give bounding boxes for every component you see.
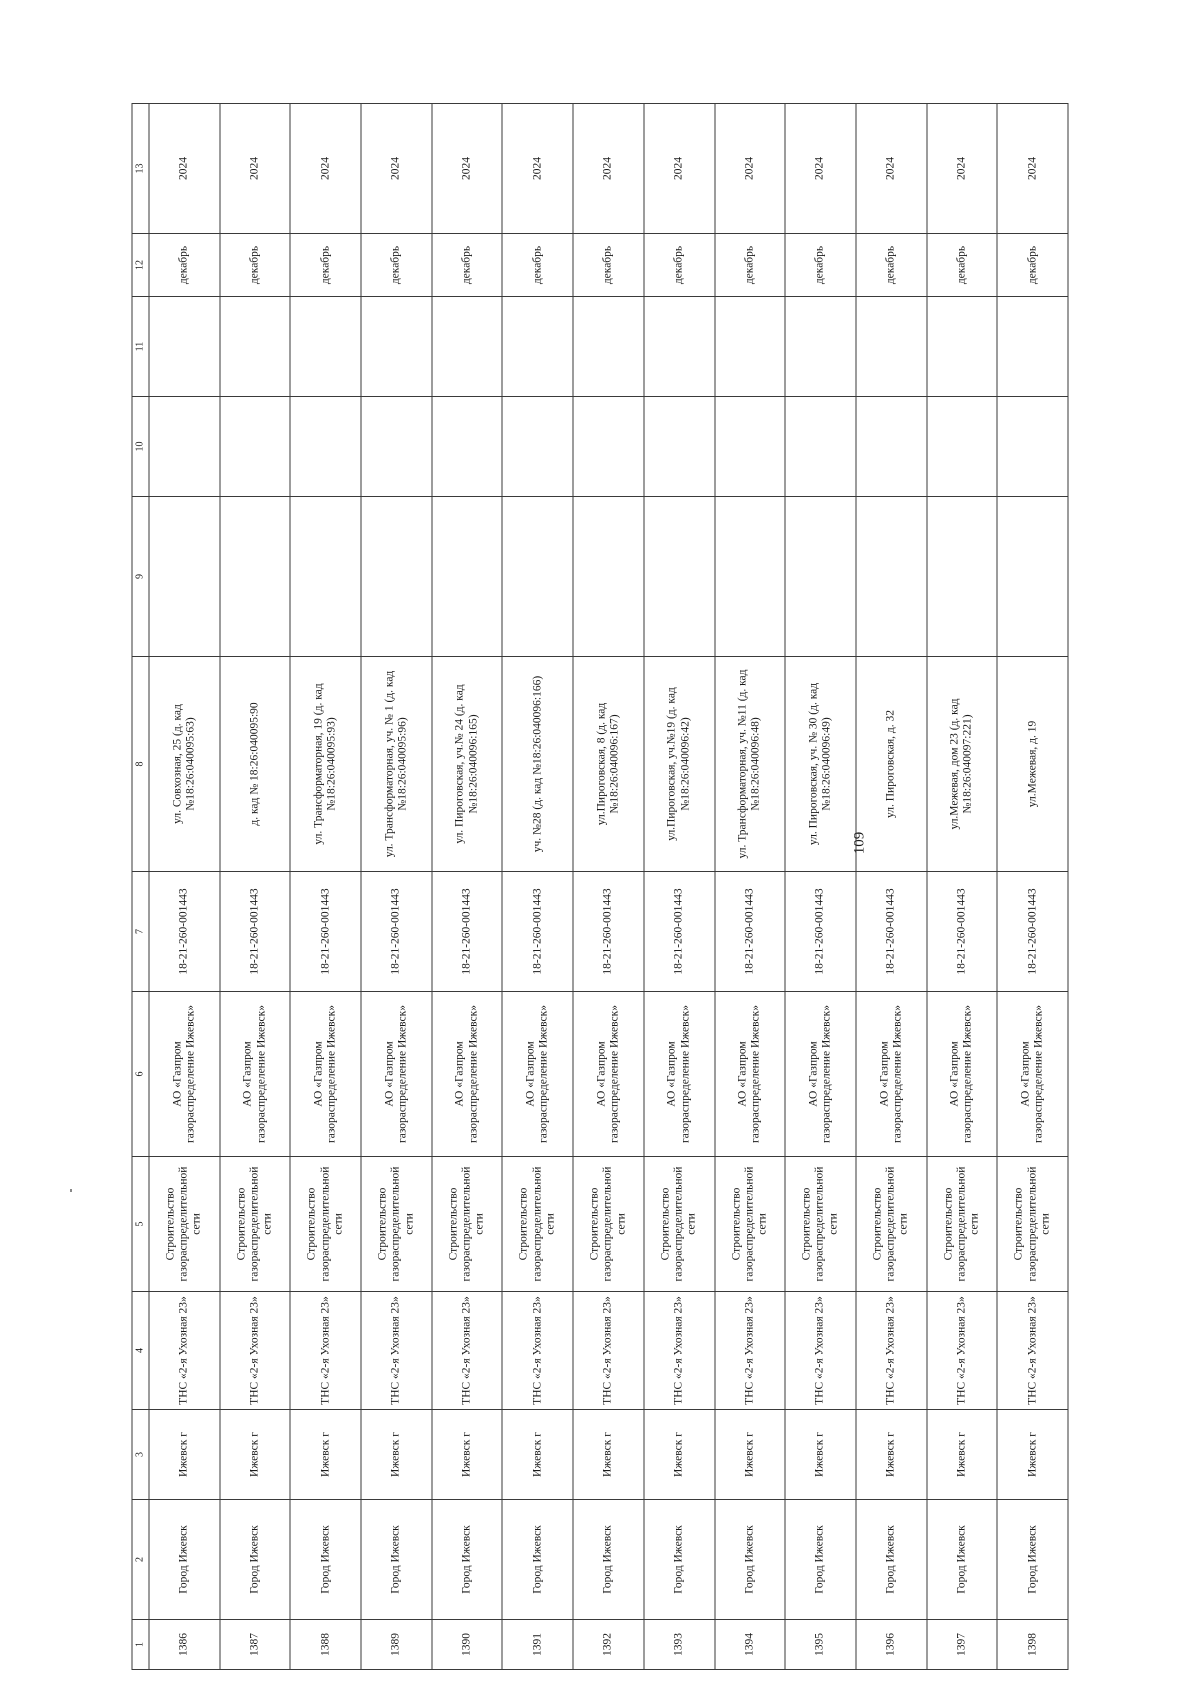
- organization-cell: АО «Газпром газораспределение Ижевск»: [715, 992, 786, 1157]
- source-name-cell: ТНС «2-я Ухозная 23»: [502, 1292, 573, 1410]
- scan-speck: [70, 1189, 72, 1192]
- source-name-cell: ТНС «2-я Ухозная 23»: [715, 1292, 786, 1410]
- organization-cell: АО «Газпром газораспределение Ижевск»: [149, 992, 220, 1157]
- row-number-cell: 1386: [149, 1620, 220, 1670]
- col-11-cell: [785, 297, 856, 397]
- col-10-cell: [220, 397, 291, 497]
- col-9-cell: [927, 497, 998, 657]
- table-row: [290, 104, 361, 1670]
- municipality-cell: Город Ижевск: [361, 1500, 432, 1620]
- registration-number-cell: 18-21-260-001443: [149, 872, 220, 992]
- table-row: [220, 104, 291, 1670]
- col-10-cell: [927, 397, 998, 497]
- col-11-cell: [432, 297, 503, 397]
- registration-number-cell: 18-21-260-001443: [715, 872, 786, 992]
- row-number-cell: 1395: [785, 1620, 856, 1670]
- year-cell: 2024: [997, 104, 1068, 234]
- row-number-cell: 1397: [927, 1620, 998, 1670]
- source-name-cell: ТНС «2-я Ухозная 23»: [644, 1292, 715, 1410]
- work-type-cell: Строительство газораспределительной сети: [502, 1157, 573, 1292]
- column-number: 5: [132, 1157, 149, 1292]
- organization-cell: АО «Газпром газораспределение Ижевск»: [573, 992, 644, 1157]
- registration-number-cell: 18-21-260-001443: [432, 872, 503, 992]
- col-11-cell: [361, 297, 432, 397]
- col-9-cell: [997, 497, 1068, 657]
- address-cell: ул.Межевая, дом 23 (д. кад №18:26:040097:221): [927, 657, 998, 872]
- col-11-cell: [856, 297, 927, 397]
- settlement-cell: Ижевск г: [361, 1410, 432, 1500]
- source-name-cell: ТНС «2-я Ухозная 23»: [361, 1292, 432, 1410]
- column-number: 2: [132, 1500, 149, 1620]
- year-cell: 2024: [502, 104, 573, 234]
- address-cell: ул. Пироговская, уч.№ 24 (д. кад №18:26:040096:165): [432, 657, 503, 872]
- table-row: [644, 104, 715, 1670]
- organization-cell: АО «Газпром газораспределение Ижевск»: [644, 992, 715, 1157]
- col-11-cell: [149, 297, 220, 397]
- year-cell: 2024: [785, 104, 856, 234]
- source-name-cell: ТНС «2-я Ухозная 23»: [927, 1292, 998, 1410]
- col-11-cell: [290, 297, 361, 397]
- work-type-cell: Строительство газораспределительной сети: [644, 1157, 715, 1292]
- settlement-cell: Ижевск г: [149, 1410, 220, 1500]
- column-number: 8: [132, 657, 149, 872]
- column-number: 9: [132, 497, 149, 657]
- col-11-cell: [715, 297, 786, 397]
- year-cell: 2024: [220, 104, 291, 234]
- col-10-cell: [856, 397, 927, 497]
- year-cell: 2024: [432, 104, 503, 234]
- column-number: 1: [132, 1620, 149, 1670]
- col-9-cell: [502, 497, 573, 657]
- col-11-cell: [220, 297, 291, 397]
- table-row: [856, 104, 927, 1670]
- year-cell: 2024: [715, 104, 786, 234]
- table-row: [432, 104, 503, 1670]
- col-9-cell: [573, 497, 644, 657]
- month-cell: декабрь: [432, 234, 503, 297]
- organization-cell: АО «Газпром газораспределение Ижевск»: [361, 992, 432, 1157]
- organization-cell: АО «Газпром газораспределение Ижевск»: [290, 992, 361, 1157]
- data-table: [132, 103, 1069, 1670]
- col-11-cell: [573, 297, 644, 397]
- month-cell: декабрь: [785, 234, 856, 297]
- address-cell: ул. Пироговская, д. 32: [856, 657, 927, 872]
- registration-number-cell: 18-21-260-001443: [997, 872, 1068, 992]
- col-10-cell: [432, 397, 503, 497]
- address-cell: ул. Трансформаторная, уч. № 1 (д. кад №18:26:040095:96): [361, 657, 432, 872]
- address-cell: уч. №28 (д. кад №18:26:040096:166): [502, 657, 573, 872]
- col-9-cell: [715, 497, 786, 657]
- source-name-cell: ТНС «2-я Ухозная 23»: [432, 1292, 503, 1410]
- organization-cell: АО «Газпром газораспределение Ижевск»: [927, 992, 998, 1157]
- row-number-cell: 1391: [502, 1620, 573, 1670]
- col-10-cell: [785, 397, 856, 497]
- col-10-cell: [644, 397, 715, 497]
- column-number-row: [132, 104, 149, 1670]
- source-name-cell: ТНС «2-я Ухозная 23»: [856, 1292, 927, 1410]
- registration-number-cell: 18-21-260-001443: [220, 872, 291, 992]
- organization-cell: АО «Газпром газораспределение Ижевск»: [856, 992, 927, 1157]
- rotated-table-container: [132, 104, 1069, 1670]
- year-cell: 2024: [573, 104, 644, 234]
- month-cell: декабрь: [290, 234, 361, 297]
- work-type-cell: Строительство газораспределительной сети: [856, 1157, 927, 1292]
- col-10-cell: [573, 397, 644, 497]
- address-cell: ул. Трансформаторная, 19 (д. кад №18:26:040095:93): [290, 657, 361, 872]
- work-type-cell: Строительство газораспределительной сети: [715, 1157, 786, 1292]
- source-name-cell: ТНС «2-я Ухозная 23»: [290, 1292, 361, 1410]
- address-cell: ул. Пироговская, уч. № 30 (д. кад №18:26:040096:49): [785, 657, 856, 872]
- col-9-cell: [220, 497, 291, 657]
- year-cell: 2024: [290, 104, 361, 234]
- source-name-cell: ТНС «2-я Ухозная 23»: [220, 1292, 291, 1410]
- table-row: [361, 104, 432, 1670]
- work-type-cell: Строительство газораспределительной сети: [220, 1157, 291, 1292]
- registration-number-cell: 18-21-260-001443: [290, 872, 361, 992]
- table-row: [997, 104, 1068, 1670]
- settlement-cell: Ижевск г: [927, 1410, 998, 1500]
- col-10-cell: [149, 397, 220, 497]
- municipality-cell: Город Ижевск: [785, 1500, 856, 1620]
- registration-number-cell: 18-21-260-001443: [573, 872, 644, 992]
- month-cell: декабрь: [856, 234, 927, 297]
- settlement-cell: Ижевск г: [715, 1410, 786, 1500]
- column-number: 6: [132, 992, 149, 1157]
- work-type-cell: Строительство газораспределительной сети: [927, 1157, 998, 1292]
- municipality-cell: Город Ижевск: [502, 1500, 573, 1620]
- work-type-cell: Строительство газораспределительной сети: [997, 1157, 1068, 1292]
- registration-number-cell: 18-21-260-001443: [856, 872, 927, 992]
- col-9-cell: [290, 497, 361, 657]
- registration-number-cell: 18-21-260-001443: [785, 872, 856, 992]
- table-row: [149, 104, 220, 1670]
- col-11-cell: [644, 297, 715, 397]
- month-cell: декабрь: [573, 234, 644, 297]
- col-11-cell: [927, 297, 998, 397]
- work-type-cell: Строительство газораспределительной сети: [432, 1157, 503, 1292]
- municipality-cell: Город Ижевск: [290, 1500, 361, 1620]
- address-cell: ул.Пироговская, уч.№19 (д. кад №18:26:040096:42): [644, 657, 715, 872]
- municipality-cell: Город Ижевск: [927, 1500, 998, 1620]
- work-type-cell: Строительство газораспределительной сети: [149, 1157, 220, 1292]
- source-name-cell: ТНС «2-я Ухозная 23»: [785, 1292, 856, 1410]
- work-type-cell: Строительство газораспределительной сети: [785, 1157, 856, 1292]
- row-number-cell: 1396: [856, 1620, 927, 1670]
- month-cell: декабрь: [361, 234, 432, 297]
- month-cell: декабрь: [502, 234, 573, 297]
- column-number: 7: [132, 872, 149, 992]
- work-type-cell: Строительство газораспределительной сети: [573, 1157, 644, 1292]
- col-9-cell: [149, 497, 220, 657]
- settlement-cell: Ижевск г: [502, 1410, 573, 1500]
- row-number-cell: 1398: [997, 1620, 1068, 1670]
- settlement-cell: Ижевск г: [290, 1410, 361, 1500]
- month-cell: декабрь: [644, 234, 715, 297]
- municipality-cell: Город Ижевск: [149, 1500, 220, 1620]
- row-number-cell: 1393: [644, 1620, 715, 1670]
- year-cell: 2024: [856, 104, 927, 234]
- row-number-cell: 1387: [220, 1620, 291, 1670]
- source-name-cell: ТНС «2-я Ухозная 23»: [997, 1292, 1068, 1410]
- municipality-cell: Город Ижевск: [715, 1500, 786, 1620]
- registration-number-cell: 18-21-260-001443: [644, 872, 715, 992]
- column-number: 13: [132, 104, 149, 234]
- year-cell: 2024: [927, 104, 998, 234]
- row-number-cell: 1388: [290, 1620, 361, 1670]
- municipality-cell: Город Ижевск: [573, 1500, 644, 1620]
- organization-cell: АО «Газпром газораспределение Ижевск»: [502, 992, 573, 1157]
- column-number: 10: [132, 397, 149, 497]
- col-9-cell: [644, 497, 715, 657]
- col-10-cell: [290, 397, 361, 497]
- col-10-cell: [502, 397, 573, 497]
- settlement-cell: Ижевск г: [856, 1410, 927, 1500]
- organization-cell: АО «Газпром газораспределение Ижевск»: [220, 992, 291, 1157]
- month-cell: декабрь: [997, 234, 1068, 297]
- col-10-cell: [361, 397, 432, 497]
- address-cell: ул. Трансформаторная, уч. №11 (д. кад №18:26:040096:48): [715, 657, 786, 872]
- address-cell: ул.Пироговская, 8 (д. кад №18:26:040096:167): [573, 657, 644, 872]
- municipality-cell: Город Ижевск: [432, 1500, 503, 1620]
- municipality-cell: Город Ижевск: [220, 1500, 291, 1620]
- municipality-cell: Город Ижевск: [644, 1500, 715, 1620]
- column-number: 11: [132, 297, 149, 397]
- col-10-cell: [715, 397, 786, 497]
- row-number-cell: 1390: [432, 1620, 503, 1670]
- year-cell: 2024: [361, 104, 432, 234]
- address-cell: ул.Межевая, д. 19: [997, 657, 1068, 872]
- source-name-cell: ТНС «2-я Ухозная 23»: [573, 1292, 644, 1410]
- month-cell: декабрь: [220, 234, 291, 297]
- settlement-cell: Ижевск г: [785, 1410, 856, 1500]
- page-number: 109: [851, 831, 868, 855]
- organization-cell: АО «Газпром газораспределение Ижевск»: [432, 992, 503, 1157]
- organization-cell: АО «Газпром газораспределение Ижевск»: [785, 992, 856, 1157]
- column-number: 3: [132, 1410, 149, 1500]
- municipality-cell: Город Ижевск: [997, 1500, 1068, 1620]
- table-row: [927, 104, 998, 1670]
- row-number-cell: 1392: [573, 1620, 644, 1670]
- address-cell: ул. Совхозная, 25 (д. кад №18:26:040095:63): [149, 657, 220, 872]
- registration-number-cell: 18-21-260-001443: [361, 872, 432, 992]
- settlement-cell: Ижевск г: [220, 1410, 291, 1500]
- year-cell: 2024: [149, 104, 220, 234]
- table-row: [573, 104, 644, 1670]
- municipality-cell: Город Ижевск: [856, 1500, 927, 1620]
- col-11-cell: [997, 297, 1068, 397]
- col-10-cell: [997, 397, 1068, 497]
- col-9-cell: [432, 497, 503, 657]
- month-cell: декабрь: [149, 234, 220, 297]
- col-9-cell: [785, 497, 856, 657]
- registration-number-cell: 18-21-260-001443: [927, 872, 998, 992]
- work-type-cell: Строительство газораспределительной сети: [290, 1157, 361, 1292]
- row-number-cell: 1389: [361, 1620, 432, 1670]
- settlement-cell: Ижевск г: [644, 1410, 715, 1500]
- table-row: [502, 104, 573, 1670]
- organization-cell: АО «Газпром газораспределение Ижевск»: [997, 992, 1068, 1157]
- registration-number-cell: 18-21-260-001443: [502, 872, 573, 992]
- table-row: [785, 104, 856, 1670]
- settlement-cell: Ижевск г: [997, 1410, 1068, 1500]
- column-number: 12: [132, 234, 149, 297]
- address-cell: д. кад № 18:26:040095:90: [220, 657, 291, 872]
- year-cell: 2024: [644, 104, 715, 234]
- settlement-cell: Ижевск г: [432, 1410, 503, 1500]
- source-name-cell: ТНС «2-я Ухозная 23»: [149, 1292, 220, 1410]
- col-11-cell: [502, 297, 573, 397]
- month-cell: декабрь: [927, 234, 998, 297]
- row-number-cell: 1394: [715, 1620, 786, 1670]
- col-9-cell: [361, 497, 432, 657]
- col-9-cell: [856, 497, 927, 657]
- month-cell: декабрь: [715, 234, 786, 297]
- work-type-cell: Строительство газораспределительной сети: [361, 1157, 432, 1292]
- settlement-cell: Ижевск г: [573, 1410, 644, 1500]
- column-number: 4: [132, 1292, 149, 1410]
- table-row: [715, 104, 786, 1670]
